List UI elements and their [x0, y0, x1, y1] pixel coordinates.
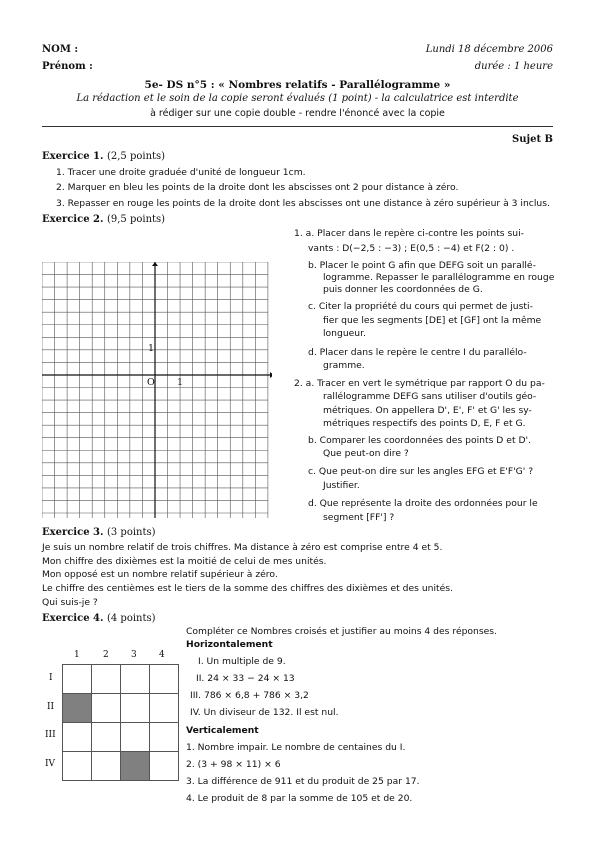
- horizontal-clue: I. Un multiple de 9.: [198, 656, 286, 667]
- question-line: vants : D(−2,5 : −3) ; E(0,5 : −4) et F(2 : 0) .: [308, 243, 515, 254]
- prenom-label: Prénom :: [42, 61, 93, 72]
- question-line: b. Placer le point G afin que DEFG soit un parallé-: [308, 260, 536, 271]
- column-label: 3: [131, 650, 137, 660]
- riddle-line: Je suis un nombre relatif de trois chiffres. Ma distance à zéro est comprise entre 4 et 5.: [42, 542, 443, 553]
- question-line: b. Comparer les coordonnées des points D et D'.: [308, 435, 531, 446]
- exercise-1-title: [42, 151, 165, 162]
- row-label: III: [45, 730, 56, 740]
- question-line: 1. a. Placer dans le repère ci-contre les points sui-: [294, 228, 524, 239]
- row-label: I: [49, 673, 53, 683]
- crossword-cell[interactable]: [92, 752, 121, 781]
- exercise-3-title: [42, 527, 156, 538]
- horizontal-clue: II. 24 × 33 − 24 × 13: [196, 673, 295, 684]
- duration-text: durée : 1 heure: [474, 61, 553, 72]
- divider: [42, 126, 553, 127]
- horizontal-clue: III. 786 × 6,8 + 786 × 3,2: [190, 690, 309, 701]
- question-line: Que peut-on dire ?: [323, 448, 409, 459]
- vertical-clue: 1. Nombre impair. Le nombre de centaines du I.: [186, 742, 406, 753]
- riddle-line: Le chiffre des centièmes est le tiers de la somme des chiffres des dixièmes et des unités.: [42, 583, 453, 594]
- column-label: 4: [159, 650, 165, 660]
- riddle-line: Qui suis-je ?: [42, 597, 98, 608]
- question-line: rallélogramme DEFG sans utiliser d'outils géo-: [323, 391, 537, 402]
- crossword-cell[interactable]: [150, 694, 179, 723]
- crossword-intro: Compléter ce Nombres croisés et justifier au moins 4 des réponses.: [186, 626, 498, 637]
- question-line: c. Que peut-on dire sur les angles EFG et E'F'G' ?: [308, 466, 534, 477]
- crossword-black-cell: [121, 752, 150, 781]
- question-line: Justifier.: [323, 480, 360, 491]
- crossword-grid: [62, 664, 179, 781]
- y-unit-label: 1: [148, 343, 155, 354]
- exercise-1-item: 3. Repasser en rouge les points de la droite dont les abscisses ont une distance à zéro supérieur à 3 inclus.: [56, 198, 550, 209]
- exercise-1-item: 2. Marquer en bleu les points de la droite dont les abscisses ont 2 pour distance à zéro.: [56, 182, 459, 193]
- exercise-1-item: 1. Tracer une droite graduée d'unité de longueur 1cm.: [56, 167, 306, 178]
- crossword-cell[interactable]: [150, 723, 179, 752]
- column-label: 1: [74, 650, 80, 660]
- crossword-black-cell: [63, 694, 92, 723]
- crossword-cell[interactable]: [63, 752, 92, 781]
- vertical-clue: 4. Le produit de 8 par la somme de 105 et de 20.: [186, 793, 413, 804]
- exercise-2-title: [42, 214, 165, 225]
- crossword-cell[interactable]: [63, 723, 92, 752]
- exercise-4-title: [42, 613, 156, 624]
- exercise-4-heading: Exercice 4.: [42, 613, 104, 624]
- question-line: longueur.: [323, 328, 366, 339]
- instructions-text: à rédiger sur une copie double - rendre l'énoncé avec la copie: [150, 108, 445, 119]
- question-line: métriques respectifs des points D, E, F et G.: [323, 418, 526, 429]
- question-line: puis donner les coordonnées de G.: [323, 284, 483, 295]
- y-axis-arrow-icon: [152, 262, 158, 266]
- coordinate-grid: [42, 262, 272, 520]
- question-line: d. Placer dans le repère le centre I du parallélo-: [308, 347, 527, 358]
- exercise-4-points: (4 points): [106, 613, 156, 624]
- crossword-row: [63, 723, 179, 752]
- crossword-cell[interactable]: [63, 665, 92, 694]
- question-line: fier que les segments [DE] et [GF] ont la même: [323, 315, 542, 326]
- vertical-clue: 2. (3 + 98 × 11) × 6: [186, 759, 281, 770]
- crossword-cell[interactable]: [121, 723, 150, 752]
- horizontal-heading: Horizontalement: [186, 639, 273, 650]
- crossword-cell[interactable]: [150, 665, 179, 694]
- question-line: logramme. Repasser le parallélogramme en rouge: [323, 272, 555, 283]
- vertical-clue: 3. La différence de 911 et du produit de 25 par 17.: [186, 776, 420, 787]
- vertical-heading: Verticalement: [186, 725, 259, 736]
- row-label: IV: [45, 759, 56, 769]
- question-line: c. Citer la propriété du cours qui permet de justi-: [308, 301, 533, 312]
- horizontal-clue: IV. Un diviseur de 132. Il est nul.: [190, 707, 339, 718]
- question-line: gramme.: [323, 360, 365, 371]
- nom-label: NOM :: [42, 44, 79, 55]
- origin-label: O: [147, 377, 155, 388]
- crossword-row: [63, 694, 179, 723]
- exercise-2-heading: Exercice 2.: [42, 214, 104, 225]
- crossword-cell[interactable]: [92, 723, 121, 752]
- question-line: d. Que représente la droite des ordonnées pour le: [308, 498, 538, 509]
- subject-label: Sujet B: [511, 134, 553, 145]
- crossword-cell[interactable]: [92, 694, 121, 723]
- crossword-cell[interactable]: [121, 665, 150, 694]
- crossword-cell[interactable]: [121, 694, 150, 723]
- grading-note: La rédaction et le soin de la copie seront évalués (1 point) - la calculatrice est interdite: [76, 93, 519, 104]
- exercise-3-points: (3 points): [106, 527, 156, 538]
- exercise-1-points: (2,5 points): [106, 151, 166, 162]
- date-text: Lundi 18 décembre 2006: [425, 44, 553, 55]
- page-title: 5e- DS n°5 : « Nombres relatifs - Parallélogramme »: [144, 79, 451, 91]
- exercise-3-heading: Exercice 3.: [42, 527, 104, 538]
- x-axis-arrow-icon: [270, 372, 272, 378]
- riddle-line: Mon opposé est un nombre relatif supérieur à zéro.: [42, 569, 278, 580]
- crossword-row: [63, 752, 179, 781]
- crossword-cell[interactable]: [92, 665, 121, 694]
- crossword-cell[interactable]: [150, 752, 179, 781]
- row-label: II: [47, 702, 55, 712]
- question-line: métriques. On appellera D', E', F' et G' les sy-: [323, 405, 532, 416]
- question-line: segment [FF'] ?: [323, 512, 395, 523]
- exercise-1-heading: Exercice 1.: [42, 151, 104, 162]
- column-label: 2: [103, 650, 109, 660]
- crossword-row: [63, 665, 179, 694]
- exercise-2-points: (9,5 points): [106, 214, 166, 225]
- x-unit-label: 1: [177, 377, 184, 388]
- riddle-line: Mon chiffre des dixièmes est la moitié de celui de mes unités.: [42, 556, 327, 567]
- question-line: 2. a. Tracer en vert le symétrique par rapport O du pa-: [294, 378, 545, 389]
